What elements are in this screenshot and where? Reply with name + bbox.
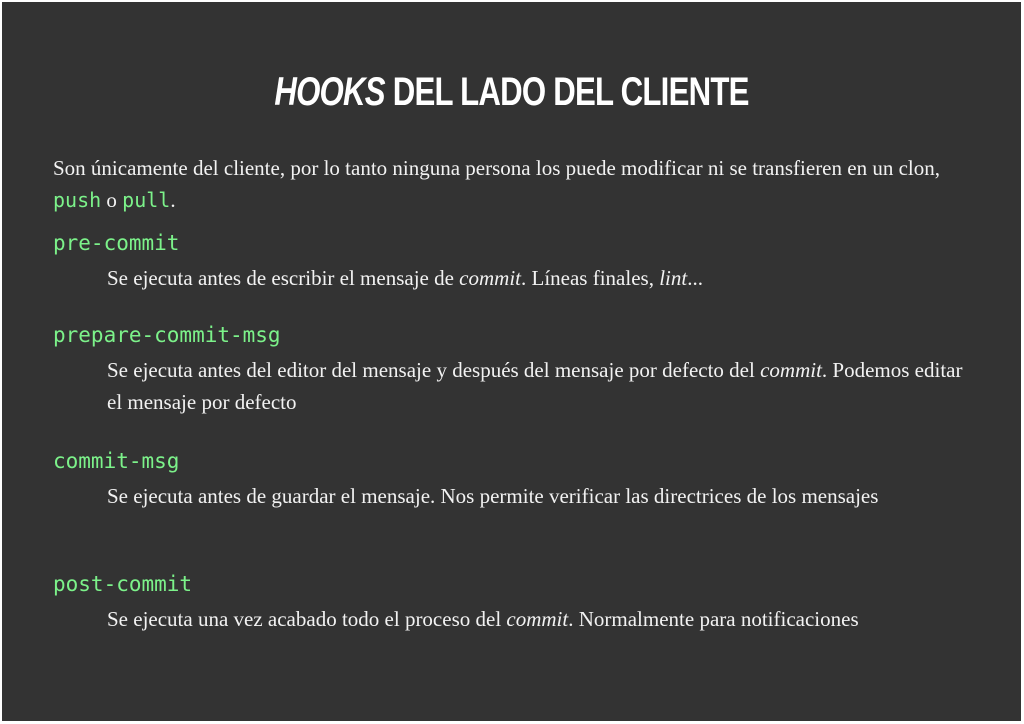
intro-text-1: Son únicamente del cliente, por lo tanto ninguna persona los puede modificar ni se transfieren en un clon, bbox=[53, 156, 940, 180]
hook-desc-em: lint bbox=[659, 266, 688, 290]
hook-desc-text: . Líneas finales, bbox=[521, 266, 660, 290]
intro-code-pull: pull bbox=[122, 188, 171, 212]
hook-desc-text: . Podemos editar el mensaje por defecto bbox=[107, 358, 963, 414]
hook-term-prepare-commit-msg: prepare-commit-msg bbox=[53, 323, 281, 347]
hook-term-post-commit: post-commit bbox=[53, 572, 193, 596]
hook-desc-text: Se ejecuta una vez acabado todo el proceso del bbox=[107, 607, 507, 631]
intro-paragraph bbox=[53, 152, 973, 216]
hook-desc-text: Se ejecuta antes de escribir el mensaje de bbox=[107, 266, 460, 290]
intro-text-3: . bbox=[170, 188, 176, 212]
slide-title bbox=[114, 72, 909, 112]
hook-desc-em: commit bbox=[760, 358, 822, 382]
slide bbox=[2, 2, 1021, 721]
hook-desc-pre-commit bbox=[107, 262, 967, 294]
hook-desc-text: ... bbox=[687, 266, 703, 290]
hook-desc-text: Se ejecuta antes del editor del mensaje y después del mensaje por defecto del bbox=[107, 358, 761, 382]
hook-desc-em: commit bbox=[459, 266, 521, 290]
hook-desc-em: commit bbox=[506, 607, 569, 631]
slide-title-hooks: HOOKS bbox=[274, 70, 385, 114]
hook-desc-commit-msg: Se ejecuta antes de guardar el mensaje. Nos permite verificar las directrices de los mensajes bbox=[107, 484, 879, 508]
slide-title-rest: DEL LADO DEL CLIENTE bbox=[384, 70, 749, 114]
intro-text-2: o bbox=[101, 188, 123, 212]
intro-code-push: push bbox=[53, 188, 102, 212]
hook-desc-text: . Normalmente para notificaciones bbox=[568, 607, 859, 631]
hook-desc-prepare-commit-msg bbox=[107, 354, 967, 418]
hook-term-commit-msg: commit-msg bbox=[53, 449, 180, 473]
hook-term-pre-commit: pre-commit bbox=[53, 231, 180, 255]
hook-desc-post-commit bbox=[107, 603, 967, 635]
